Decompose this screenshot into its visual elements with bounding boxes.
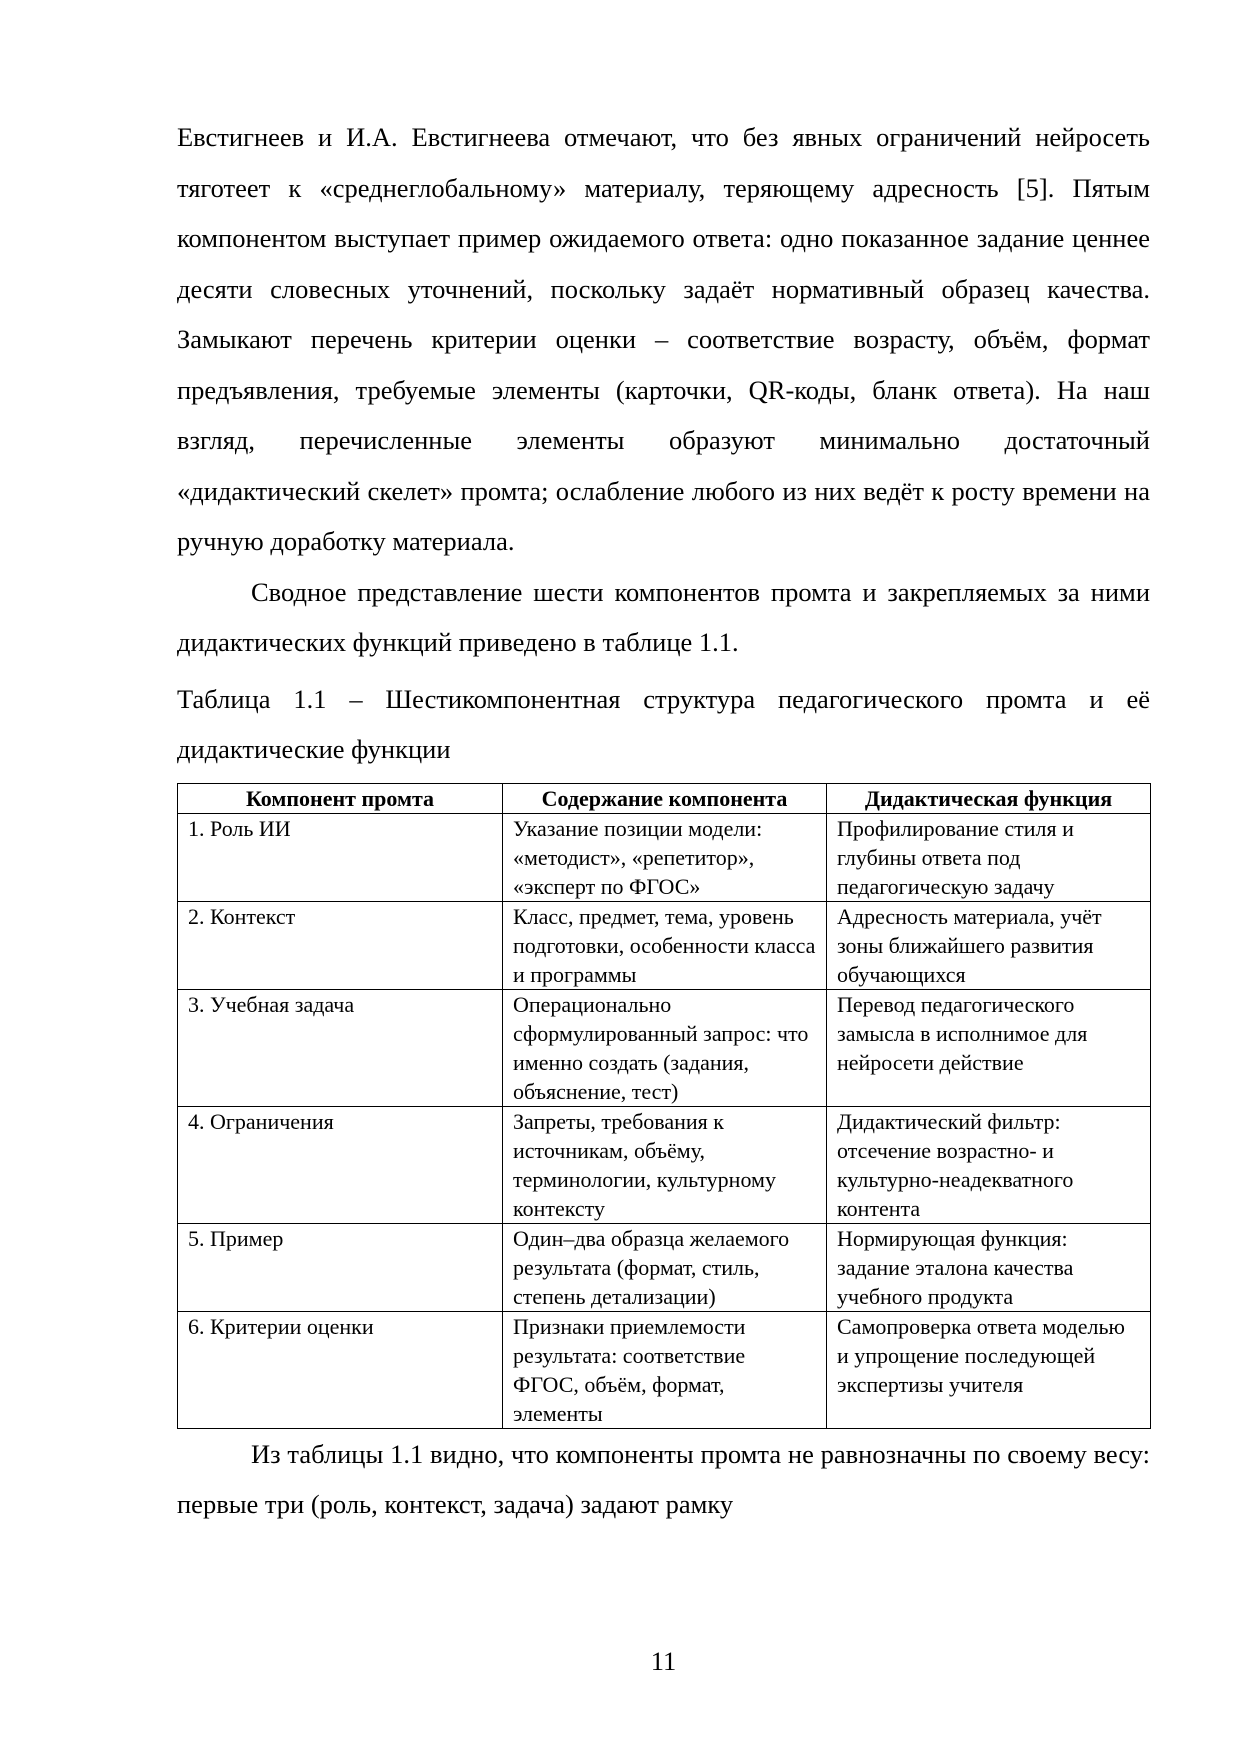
table-cell: Запреты, требования к источникам, объёму, терминологии, культурному контексту [503,1106,827,1223]
table-row [178,1311,1151,1428]
table-row [178,813,1151,901]
table-header-row [178,783,1151,813]
table-header-cell: Дидактическая функция [827,783,1151,813]
table-row [178,901,1151,989]
table-cell: Дидактический фильтр: отсечение возрастно- и культурно-неадекватного контента [827,1106,1151,1223]
page-content [177,112,1150,1530]
table-row [178,1223,1151,1311]
page-number: 11 [650,1646,677,1676]
table-cell: Операционально сформулированный запрос: что именно создать (задания, объяснение, тест) [503,989,827,1106]
table-cell: Класс, предмет, тема, уровень подготовки, особенности класса и программы [503,901,827,989]
table-cell: Перевод педагогического замысла в исполнимое для нейросети действие [827,989,1151,1106]
body-paragraph-2: Сводное представление шести компонентов промта и закрепляемых за ними дидактических функций приведено в таблице 1.1. [177,576,1150,657]
table-caption: Таблица 1.1 – Шестикомпонентная структура педагогического промта и её дидактические функции [177,683,1150,764]
table-cell: 3. Учебная задача [178,989,503,1106]
table-cell: 1. Роль ИИ [178,813,503,901]
table-cell: 4. Ограничения [178,1106,503,1223]
table-cell: Профилирование стиля и глубины ответа под педагогическую задачу [827,813,1151,901]
table-cell: Самопроверка ответа моделью и упрощение последующей экспертизы учителя [827,1311,1151,1428]
table-cell: Указание позиции модели: «методист», «репетитор», «эксперт по ФГОС» [503,813,827,901]
table-cell: 5. Пример [178,1223,503,1311]
prompt-structure-table [177,783,1151,1429]
table-cell: Один–два образца желаемого результата (формат, стиль, степень детализации) [503,1223,827,1311]
table-cell: Нормирующая функция: задание эталона качества учебного продукта [827,1223,1151,1311]
table-header-cell: Содержание компонента [503,783,827,813]
table-cell: 2. Контекст [178,901,503,989]
table-cell: Адресность материала, учёт зоны ближайшего развития обучающихся [827,901,1151,989]
body-paragraph-3: Из таблицы 1.1 видно, что компоненты промта не равнозначны по своему весу: первые три (роль, контекст, задача) задают рамку [177,1438,1150,1519]
table-row [178,1106,1151,1223]
table-cell: Признаки приемлемости результата: соответствие ФГОС, объём, формат, элементы [503,1311,827,1428]
body-paragraph-1: Евстигнеев и И.А. Евстигнеева отмечают, что без явных ограничений нейросеть тяготеет к «среднеглобальному» материалу, теряющему адресность [5]. Пятым компонентом выступает пример ожидаемого ответа: одно показанное задание ценнее десяти словесных уточнений, поскольку задаёт нормативный образец качества. Замыкают перечень критерии оценки – соответствие возрасту, объём, формат предъявления, требуемые элементы (карточки, QR-коды, бланк ответа). На наш взгляд, перечисленные элементы образуют минимально достаточный «дидактический скелет» промта; ослабление любого из них ведёт к росту времени на ручную доработку материала. [177,122,1150,556]
table-cell: 6. Критерии оценки [178,1311,503,1428]
table-row [178,989,1151,1106]
table-header-cell: Компонент промта [178,783,503,813]
